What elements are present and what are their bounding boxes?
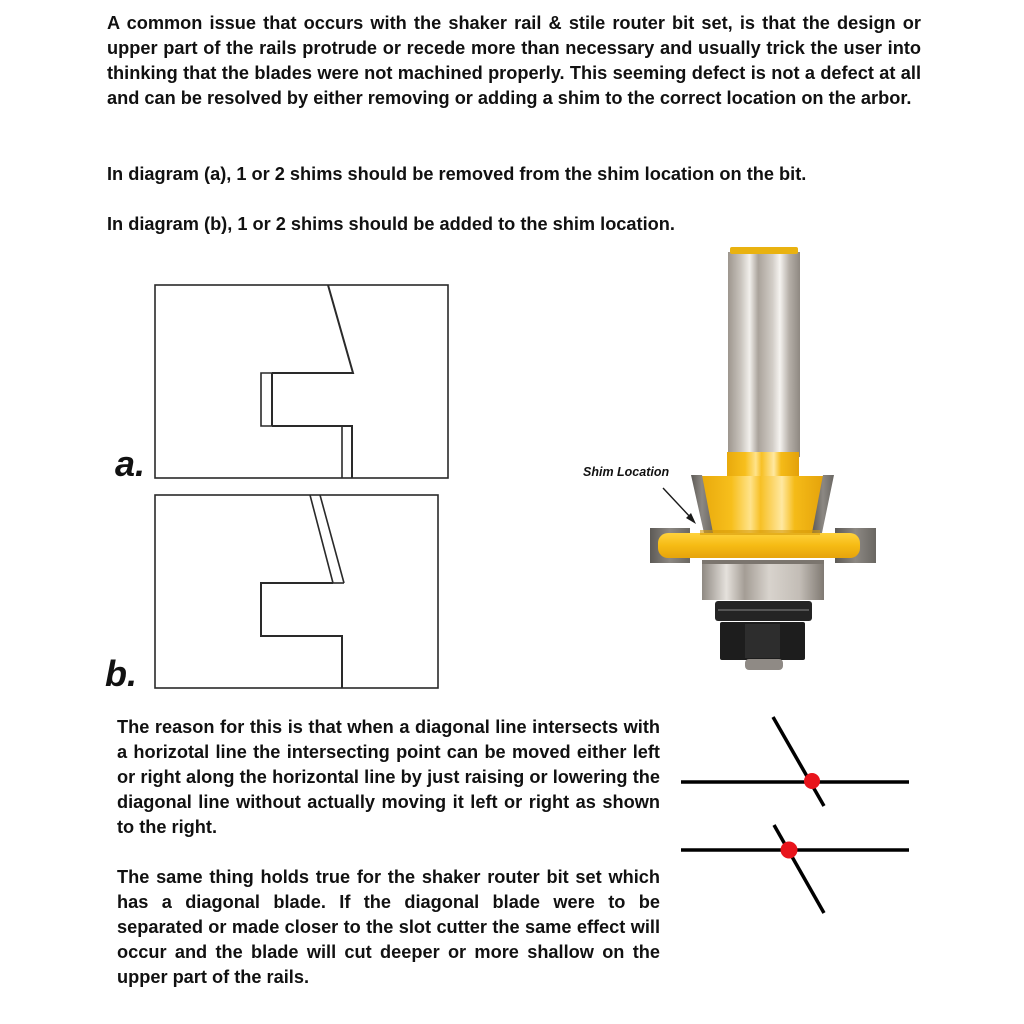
router-bit-collar: [727, 452, 799, 477]
diagram-b-label: b.: [105, 653, 137, 694]
diagram-a-gap-left: [261, 373, 272, 426]
shim-location-label: Shim Location: [583, 465, 670, 479]
slot-cutter-disc: [658, 533, 860, 558]
diagram-b-profile: [261, 583, 342, 688]
diagram-a-frame: [155, 285, 448, 478]
diagram-a-label: a.: [115, 443, 146, 484]
diagram-b-diagonal-right: [320, 495, 344, 583]
diagram-a-tongue: [272, 426, 352, 478]
router-bit-image: [650, 247, 876, 670]
diagram-b-note: In diagram (b), 1 or 2 shims should be added to the shim location.: [107, 214, 675, 234]
diagram-b-frame: [155, 495, 438, 688]
router-bit-shank: [728, 252, 800, 457]
intersection-dot-top: [804, 773, 820, 789]
diagram-b-diagonal-left: [310, 495, 333, 583]
diagonal-line-bottom: [774, 825, 824, 913]
intro-paragraph: A common issue that occurs with the shaker rail & stile router bit set, is that the design or upper part of the rails protrude or recede more than necessary and usually trick the user into thinking that the blades were not machined properly. This seeming defect is not a defect at all and can be resolved by either removing or adding a shim to the correct location on the arbor.: [107, 13, 921, 108]
same-effect-paragraph: The same thing holds true for the shaker router bit set which has a diagonal blade. If the diagonal blade were to be separated or made closer to the slot cutter the same effect will occur and the blade will cut deeper or more shallow on the upper part of the rails.: [117, 867, 660, 987]
router-bit-shank-cap: [730, 247, 798, 254]
shim-arrow: [663, 488, 692, 519]
intersection-diagram: [681, 717, 909, 913]
router-bit-cone: [700, 476, 826, 533]
diagram-a-diagonal-profile: [272, 285, 353, 373]
diagram-a-note: In diagram (a), 1 or 2 shims should be removed from the shim location on the bit.: [107, 164, 807, 184]
bearing: [702, 560, 824, 600]
reason-paragraph: The reason for this is that when a diagonal line intersects with a horizotal line the intersecting point can be moved either left or right along the horizontal line by just raising or lowering the diagonal line without actually moving it left or right as shown to the right.: [117, 717, 660, 837]
diagram-a: [155, 285, 448, 478]
diagonal-line-top: [773, 717, 824, 806]
diagram-b: [155, 495, 438, 688]
intersection-dot-bottom: [781, 842, 798, 859]
bolt-tip: [745, 659, 783, 670]
